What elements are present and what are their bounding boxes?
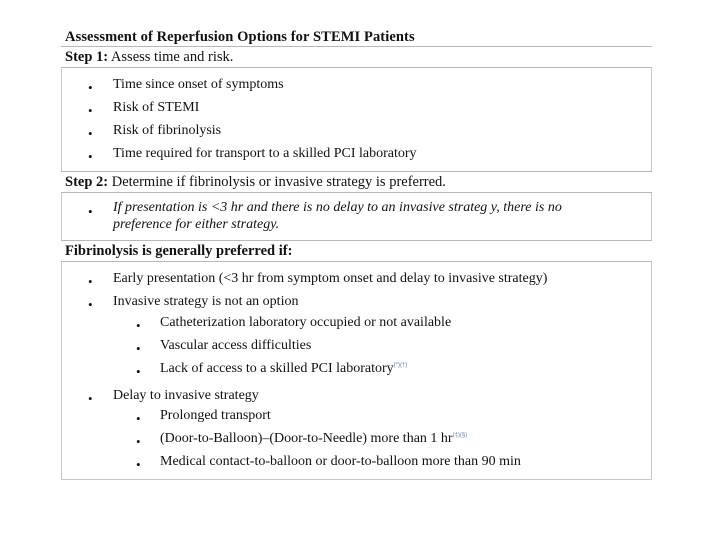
fibrinolysis-header bbox=[61, 240, 652, 262]
sub-list-item: Prolonged transport bbox=[160, 408, 271, 423]
bullet-icon: • bbox=[136, 341, 141, 356]
reference-link[interactable]: (*)(†) bbox=[393, 362, 408, 369]
step2-text: Determine if fibrinolysis or invasive strategy is preferred. bbox=[108, 174, 446, 190]
step1-header bbox=[61, 46, 652, 68]
list-item: Time required for transport to a skilled PCI laboratory bbox=[113, 146, 417, 161]
list-item: Invasive strategy is not an option bbox=[113, 294, 299, 309]
list-item: Delay to invasive strategy bbox=[113, 388, 259, 403]
bullet-icon: • bbox=[88, 80, 93, 95]
sub-list-item bbox=[160, 431, 467, 447]
sub-list-item: Vascular access difficulties bbox=[160, 338, 312, 353]
list-item: Time since onset of symptoms bbox=[113, 77, 284, 92]
list-item: If presentation is <3 hr and there is no delay to an invasive strateg y, there is no bbox=[113, 200, 562, 215]
bullet-icon: • bbox=[88, 297, 93, 312]
step1-text: Assess time and risk. bbox=[108, 49, 234, 65]
sub-list-item: Catheterization laboratory occupied or not available bbox=[160, 315, 452, 330]
fibrinolysis-heading: Fibrinolysis is generally preferred if: bbox=[65, 243, 293, 259]
list-item: Risk of STEMI bbox=[113, 100, 200, 115]
step2-header bbox=[61, 171, 652, 193]
bullet-icon: • bbox=[88, 103, 93, 118]
list-item-continuation: preference for either strategy. bbox=[113, 217, 280, 232]
list-item: Risk of fibrinolysis bbox=[113, 123, 222, 138]
sub-list-item-text: (Door-to-Balloon)–(Door-to-Needle) more than 1 hr bbox=[160, 431, 453, 446]
reference-link[interactable]: (‡)(§) bbox=[452, 432, 468, 439]
step2-label: Step 2: bbox=[65, 174, 109, 190]
list-item: Early presentation (<3 hr from symptom onset and delay to invasive strategy) bbox=[113, 271, 548, 286]
bullet-icon: • bbox=[88, 204, 93, 219]
step1-label: Step 1: bbox=[65, 49, 109, 65]
bullet-icon: • bbox=[136, 364, 141, 379]
bullet-icon: • bbox=[88, 274, 93, 289]
bullet-icon: • bbox=[136, 411, 141, 426]
bullet-icon: • bbox=[88, 126, 93, 141]
page-title: Assessment of Reperfusion Options for STEMI Patients bbox=[65, 29, 415, 45]
bullet-icon: • bbox=[88, 391, 93, 406]
sub-list-item-text: Lack of access to a skilled PCI laboratory bbox=[160, 361, 394, 376]
bullet-icon: • bbox=[136, 434, 141, 449]
sub-list-item: Medical contact-to-balloon or door-to-balloon more than 90 min bbox=[160, 454, 521, 469]
bullet-icon: • bbox=[136, 318, 141, 333]
bullet-icon: • bbox=[88, 149, 93, 164]
bullet-icon: • bbox=[136, 457, 141, 472]
sub-list-item bbox=[160, 361, 407, 377]
